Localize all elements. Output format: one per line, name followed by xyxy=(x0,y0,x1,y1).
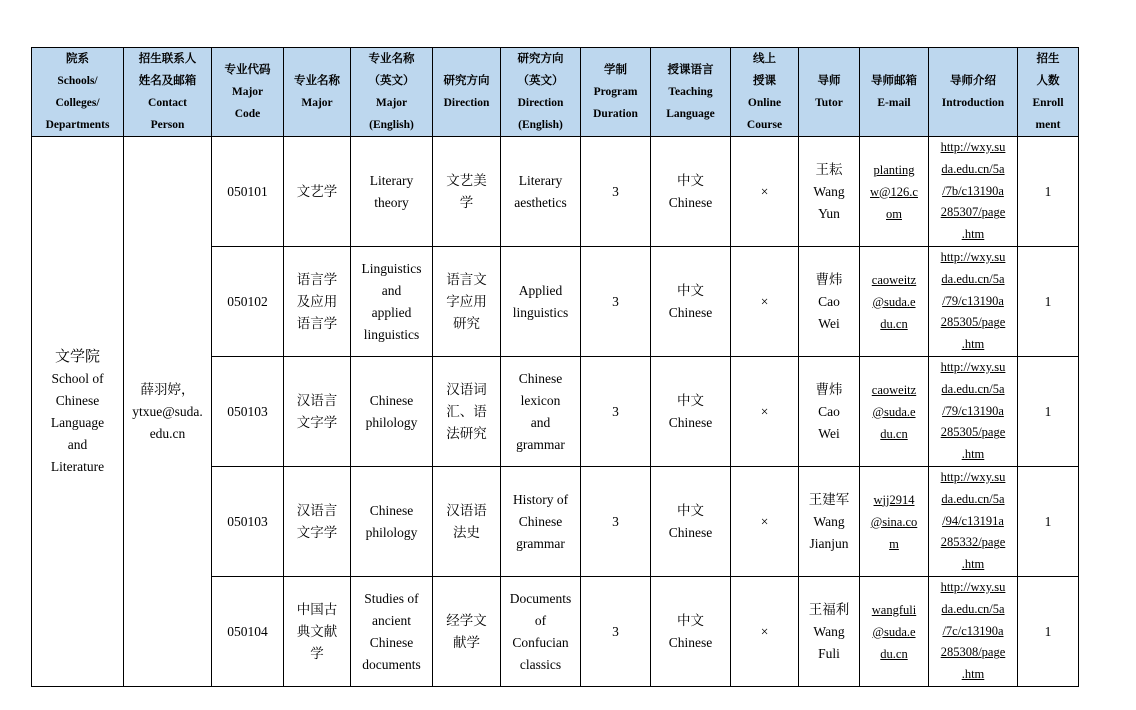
text-line: 研究方向 xyxy=(517,53,564,65)
text-line: Yun xyxy=(818,205,840,221)
tutor-intro-link[interactable] xyxy=(931,577,1015,686)
link-line[interactable]: caoweitz xyxy=(871,382,917,397)
online-course-cell xyxy=(731,577,799,687)
duration-cell xyxy=(581,357,651,467)
text-line: 招生联系人 xyxy=(138,53,197,65)
link-line[interactable]: 285305/page xyxy=(940,425,1006,440)
text-line: Major xyxy=(375,97,408,109)
text-line: 语言学 xyxy=(296,315,338,331)
header-online-course xyxy=(731,48,799,137)
text-line: Language xyxy=(666,108,715,120)
link-line[interactable]: http://wxy.su xyxy=(940,360,1006,374)
link-line[interactable]: da.edu.cn/5a xyxy=(941,161,1005,176)
text-line: 文艺学 xyxy=(296,183,338,199)
duration-cell xyxy=(581,137,651,247)
text-line: 专业代码 xyxy=(224,64,271,76)
tutor-intro-link[interactable] xyxy=(931,357,1015,466)
cell-value: 1 xyxy=(1044,623,1052,639)
direction-english-cell xyxy=(501,467,581,577)
text-line: applied xyxy=(371,304,412,320)
text-line: of xyxy=(534,612,547,628)
text-line: 文字学 xyxy=(296,524,338,540)
text-line: classics xyxy=(519,656,562,672)
text-line: 人数 xyxy=(1036,75,1060,87)
link-line[interactable]: .htm xyxy=(961,227,985,242)
text-line: 汇、语 xyxy=(446,403,487,419)
cell-value: 050103 xyxy=(227,403,268,419)
cell-value: 050101 xyxy=(227,183,268,199)
text-line: Fuli xyxy=(818,645,840,661)
text-line: documents xyxy=(362,656,421,672)
text-line: Language xyxy=(50,414,105,430)
text-line: 王福利 xyxy=(808,601,850,617)
text-line: 曹炜 xyxy=(815,381,843,397)
text-line: 法史 xyxy=(453,524,480,540)
text-line: Confucian xyxy=(512,634,569,650)
major-code-cell xyxy=(212,577,284,687)
text-line: 经学文 xyxy=(446,612,487,628)
text-line: Chinese xyxy=(668,414,713,430)
cell-value: 3 xyxy=(612,623,619,639)
text-line: Literary xyxy=(369,172,414,188)
text-line: Code xyxy=(234,108,261,120)
enrollment-cell xyxy=(1018,577,1079,687)
cell-value: 1 xyxy=(1044,293,1052,309)
header-school xyxy=(32,48,124,137)
major-cell xyxy=(284,137,351,247)
major-english-cell xyxy=(351,357,433,467)
tutor-email-link[interactable] xyxy=(862,159,926,225)
tutor-email-link[interactable] xyxy=(862,489,926,555)
text-line: Applied xyxy=(518,282,563,298)
major-english-cell xyxy=(351,137,433,247)
link-line[interactable]: w@126.c xyxy=(870,184,918,199)
link-line[interactable]: http://wxy.su xyxy=(940,470,1006,484)
text-line: (English) xyxy=(369,119,414,131)
link-line[interactable]: http://wxy.su xyxy=(940,250,1006,264)
link-line[interactable]: du.cn xyxy=(880,646,908,661)
text-line: 学制 xyxy=(604,64,627,76)
text-line: Online xyxy=(747,97,782,109)
major-code-cell xyxy=(212,357,284,467)
text-line: 中文 xyxy=(677,612,704,628)
text-line: 语言文 xyxy=(446,271,487,287)
link-line[interactable]: /79/c13190a xyxy=(942,403,1004,418)
text-line: Literary xyxy=(518,172,563,188)
text-line: and xyxy=(67,436,88,452)
text-line: Cao xyxy=(818,293,840,309)
text-line: 王耘 xyxy=(815,161,843,177)
text-line: ytxue@suda. xyxy=(132,403,203,419)
header-major-english xyxy=(351,48,433,137)
text-line: grammar xyxy=(516,535,565,551)
email-cell xyxy=(860,357,929,467)
teaching-language-cell xyxy=(651,577,731,687)
header-tutor xyxy=(799,48,860,137)
text-line: Wang xyxy=(813,183,845,199)
teaching-language-cell xyxy=(651,357,731,467)
cell-value: 1 xyxy=(1044,183,1052,199)
link-line[interactable]: 285332/page xyxy=(940,535,1006,550)
text-line: 汉语语 xyxy=(446,502,487,518)
text-line: Wei xyxy=(818,425,840,441)
text-line: Chinese xyxy=(668,634,713,650)
link-line[interactable]: planting xyxy=(873,162,915,177)
text-line: 王建军 xyxy=(808,491,850,507)
text-line: and xyxy=(530,414,551,430)
text-line: 专业名称 xyxy=(294,75,340,87)
text-line: Wang xyxy=(813,513,845,529)
text-line: 语言学 xyxy=(296,271,338,287)
link-line[interactable]: @sina.co xyxy=(870,514,918,529)
link-line[interactable]: da.edu.cn/5a xyxy=(941,601,1005,616)
text-line: ment xyxy=(1035,119,1061,131)
text-line: Colleges/ xyxy=(55,97,100,109)
direction-cell xyxy=(433,137,501,247)
cell-value: 3 xyxy=(612,183,619,199)
text-line: 典文献 xyxy=(296,623,338,639)
text-line: Chinese xyxy=(369,634,414,650)
cell-value: 050103 xyxy=(227,513,268,529)
school-cell xyxy=(32,137,124,687)
header-major-code xyxy=(212,48,284,137)
header-direction xyxy=(433,48,501,137)
link-line[interactable]: http://wxy.su xyxy=(940,140,1006,154)
text-line: 中文 xyxy=(677,172,704,188)
online-course-cell xyxy=(731,357,799,467)
online-course-cell xyxy=(731,467,799,577)
link-line[interactable]: /94/c13191a xyxy=(942,513,1004,528)
email-cell xyxy=(860,247,929,357)
text-line: Cao xyxy=(818,403,840,419)
text-line: 汉语词 xyxy=(446,381,487,397)
link-line[interactable]: wangfuli xyxy=(871,602,917,617)
cell-value: 050102 xyxy=(227,293,268,309)
text-line: Duration xyxy=(593,108,638,120)
text-line: linguistics xyxy=(363,326,420,342)
text-line: 中文 xyxy=(677,502,704,518)
text-line: （英文） xyxy=(517,75,564,87)
text-line: 中文 xyxy=(677,392,704,408)
major-english-cell xyxy=(351,577,433,687)
header-duration xyxy=(581,48,651,137)
teaching-language-cell xyxy=(651,137,731,247)
text-line: 姓名及邮箱 xyxy=(138,75,197,87)
text-line: (English) xyxy=(518,119,563,131)
text-line: Chinese xyxy=(369,502,414,518)
major-cell xyxy=(284,467,351,577)
text-line: 招生 xyxy=(1036,53,1060,65)
text-line: philology xyxy=(365,524,418,540)
link-line[interactable]: caoweitz xyxy=(871,272,917,287)
teaching-language-cell xyxy=(651,247,731,357)
text-line: 文艺美 xyxy=(446,172,487,188)
text-line: 授课语言 xyxy=(667,64,714,76)
cell-value: 1 xyxy=(1044,513,1052,529)
text-line: 中文 xyxy=(677,282,704,298)
duration-cell xyxy=(581,247,651,357)
direction-cell xyxy=(433,577,501,687)
cell-value: 3 xyxy=(612,513,619,529)
text-line: 授课 xyxy=(753,75,776,87)
cell-value: × xyxy=(760,403,769,419)
link-line[interactable]: da.edu.cn/5a xyxy=(941,491,1005,506)
introduction-cell xyxy=(929,577,1018,687)
major-cell xyxy=(284,247,351,357)
text-line: Jianjun xyxy=(809,535,849,551)
link-line[interactable]: du.cn xyxy=(880,426,908,441)
text-line: 中国古 xyxy=(296,601,338,617)
introduction-cell xyxy=(929,467,1018,577)
major-english-cell xyxy=(351,467,433,577)
text-line: 汉语言 xyxy=(296,392,338,408)
text-line: E-mail xyxy=(877,97,911,109)
text-line: Departments xyxy=(45,119,110,131)
header-introduction xyxy=(929,48,1018,137)
enrollment-cell xyxy=(1018,467,1079,577)
direction-english-cell xyxy=(501,357,581,467)
text-line: School of xyxy=(51,370,104,386)
text-line: theory xyxy=(374,194,409,210)
text-line: grammar xyxy=(516,436,565,452)
header-enrollment xyxy=(1018,48,1079,137)
online-course-cell xyxy=(731,137,799,247)
text-line: Major xyxy=(231,86,264,98)
link-line[interactable]: @suda.e xyxy=(872,294,916,309)
link-line[interactable]: @suda.e xyxy=(872,404,916,419)
cell-value: 3 xyxy=(612,403,619,419)
tutor-cell xyxy=(799,137,860,247)
text-line: 线上 xyxy=(753,53,776,65)
tutor-intro-link[interactable] xyxy=(931,467,1015,576)
header-direction-english xyxy=(501,48,581,137)
tutor-cell xyxy=(799,577,860,687)
cell-value: × xyxy=(760,293,769,309)
direction-english-cell xyxy=(501,577,581,687)
link-line[interactable]: 285307/page xyxy=(940,205,1006,220)
tutor-cell xyxy=(799,357,860,467)
cell-value: × xyxy=(760,623,769,639)
link-line[interactable]: 285308/page xyxy=(940,645,1006,660)
text-line: History of xyxy=(512,491,569,507)
header-major xyxy=(284,48,351,137)
text-line: aesthetics xyxy=(514,194,567,210)
enrollment-cell xyxy=(1018,357,1079,467)
text-line: Linguistics xyxy=(361,260,422,276)
header-row xyxy=(32,48,1079,137)
enrollment-cell xyxy=(1018,137,1079,247)
text-line: 导师邮箱 xyxy=(871,75,917,87)
link-line[interactable]: http://wxy.su xyxy=(940,580,1006,594)
text-line: linguistics xyxy=(512,304,569,320)
cell-value: 3 xyxy=(612,293,619,309)
tutor-cell xyxy=(799,467,860,577)
text-line: edu.cn xyxy=(149,425,186,441)
text-line: Wei xyxy=(818,315,840,331)
text-line: and xyxy=(381,282,402,298)
direction-cell xyxy=(433,247,501,357)
link-line[interactable]: wjj2914 xyxy=(873,492,915,507)
major-cell xyxy=(284,357,351,467)
introduction-cell xyxy=(929,137,1018,247)
text-line: 学 xyxy=(459,194,474,210)
table-row xyxy=(32,137,1079,247)
text-line: 院系 xyxy=(66,53,89,65)
teaching-language-cell xyxy=(651,467,731,577)
text-line: Chinese xyxy=(668,524,713,540)
direction-english-cell xyxy=(501,247,581,357)
tutor-email-link[interactable] xyxy=(862,379,926,445)
text-line: Literature xyxy=(50,458,105,474)
header-contact xyxy=(124,48,212,137)
cell-value: 050104 xyxy=(227,623,268,639)
text-line: Documents xyxy=(509,590,572,606)
text-line: 导师 xyxy=(817,75,841,87)
tutor-intro-link[interactable] xyxy=(931,247,1015,356)
tutor-email-link[interactable] xyxy=(862,269,926,335)
text-line: 文字学 xyxy=(296,414,338,430)
program-table xyxy=(31,47,1079,687)
email-cell xyxy=(860,137,929,247)
direction-cell xyxy=(433,467,501,577)
link-line[interactable]: 285305/page xyxy=(940,315,1006,330)
introduction-cell xyxy=(929,247,1018,357)
cell-value: × xyxy=(760,513,769,529)
text-line: Chinese xyxy=(668,304,713,320)
link-line[interactable]: m xyxy=(889,536,899,551)
email-cell xyxy=(860,467,929,577)
tutor-intro-link[interactable] xyxy=(931,137,1015,246)
text-line: Chinese xyxy=(55,392,100,408)
text-line: 曹炜 xyxy=(815,271,843,287)
link-line[interactable]: om xyxy=(886,206,902,221)
text-line: 献学 xyxy=(453,634,480,650)
online-course-cell xyxy=(731,247,799,357)
cell-value: 1 xyxy=(1044,403,1052,419)
link-line[interactable]: /79/c13190a xyxy=(942,293,1004,308)
header-teaching-language xyxy=(651,48,731,137)
link-line[interactable]: da.edu.cn/5a xyxy=(941,381,1005,396)
contact-cell xyxy=(124,137,212,687)
text-line: 专业名称 xyxy=(368,53,415,65)
enrollment-cell xyxy=(1018,247,1079,357)
tutor-email-link[interactable] xyxy=(862,599,926,665)
major-code-cell xyxy=(212,137,284,247)
text-line: 研究 xyxy=(453,315,480,331)
text-line: 汉语言 xyxy=(296,502,338,518)
text-line: 薛羽婷， xyxy=(140,381,195,397)
text-line: ancient xyxy=(372,612,411,628)
text-line: Chinese xyxy=(518,513,563,529)
text-line: Tutor xyxy=(815,97,843,109)
text-line: philology xyxy=(365,414,418,430)
direction-cell xyxy=(433,357,501,467)
text-line: Enroll xyxy=(1032,97,1064,109)
link-line[interactable]: .htm xyxy=(961,337,985,352)
text-line: 学 xyxy=(310,645,324,661)
duration-cell xyxy=(581,467,651,577)
text-line: （英文） xyxy=(368,75,415,87)
major-code-cell xyxy=(212,467,284,577)
text-line: Introduction xyxy=(941,97,1005,109)
text-line: 字应用 xyxy=(446,293,487,309)
text-line: 导师介绍 xyxy=(950,75,996,87)
link-line[interactable]: /7c/c13190a xyxy=(942,623,1004,638)
text-line: Direction xyxy=(443,97,490,109)
text-line: Chinese xyxy=(668,194,713,210)
text-line: Major xyxy=(301,97,333,109)
major-cell xyxy=(284,577,351,687)
major-english-cell xyxy=(351,247,433,357)
text-line: Course xyxy=(746,119,783,131)
text-line: Wang xyxy=(813,623,845,639)
direction-english-cell xyxy=(501,137,581,247)
major-code-cell xyxy=(212,247,284,357)
duration-cell xyxy=(581,577,651,687)
link-line[interactable]: /7b/c13190a xyxy=(942,183,1004,198)
link-line[interactable]: .htm xyxy=(961,667,985,682)
text-line: 及应用 xyxy=(296,293,338,309)
text-line: Teaching xyxy=(668,86,713,98)
text-line: Chinese xyxy=(369,392,414,408)
text-line: Person xyxy=(150,119,185,131)
email-cell xyxy=(860,577,929,687)
text-line: lexicon xyxy=(520,392,561,408)
link-line[interactable]: du.cn xyxy=(880,316,908,331)
cell-value: × xyxy=(760,183,769,199)
link-line[interactable]: @suda.e xyxy=(872,624,916,639)
tutor-cell xyxy=(799,247,860,357)
introduction-cell xyxy=(929,357,1018,467)
text-line: Chinese xyxy=(518,370,563,386)
text-line: Program xyxy=(593,86,638,98)
text-line: Studies of xyxy=(364,590,419,606)
text-line: 文学院 xyxy=(54,348,100,365)
text-line: Schools/ xyxy=(57,75,98,87)
link-line[interactable]: .htm xyxy=(961,557,985,572)
text-line: Contact xyxy=(148,97,187,109)
link-line[interactable]: da.edu.cn/5a xyxy=(941,271,1005,286)
link-line[interactable]: .htm xyxy=(961,447,985,462)
header-email xyxy=(860,48,929,137)
text-line: 法研究 xyxy=(446,425,487,441)
text-line: Direction xyxy=(517,97,564,109)
text-line: 研究方向 xyxy=(443,75,490,87)
